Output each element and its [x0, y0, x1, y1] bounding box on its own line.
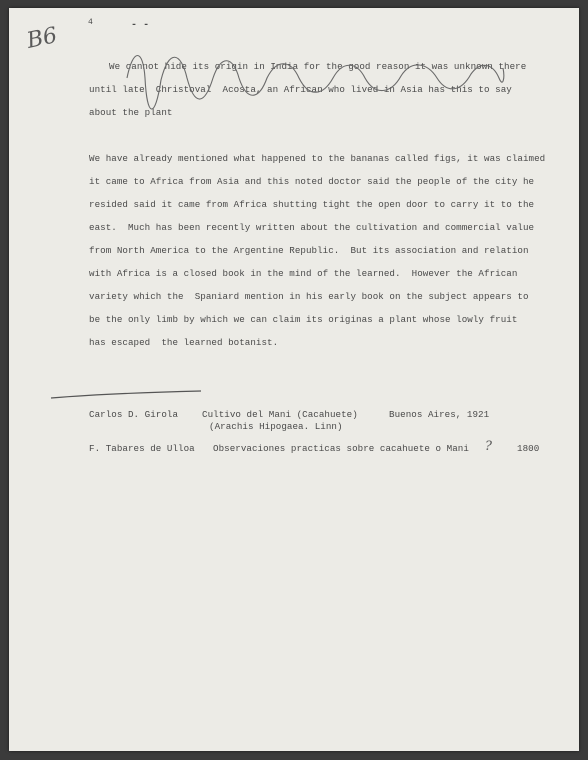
paragraph-line: until late Christoval Acosta, an African who lived in Asia has this to say [89, 84, 512, 95]
paragraph-line: with Africa is a closed book in the mind of the learned. However the African [89, 268, 518, 279]
paragraph-line: from North America to the Argentine Republic. But its association and relation [89, 245, 529, 256]
paragraph-line: resided said it came from Africa shutting tight the open door to carry it to the [89, 199, 535, 210]
header-dashes: - - [131, 20, 150, 31]
reference-year: 1800 [517, 443, 540, 454]
reference-title: Observaciones practicas sobre cacahuete o Mani [213, 443, 469, 454]
paragraph-line: We have already mentioned what happened to the bananas called figs, it was claimed [89, 153, 546, 164]
document-page [9, 8, 579, 751]
reference-title: Cultivo del Mani (Cacahuete) [202, 409, 358, 420]
reference-2 [89, 439, 540, 509]
paragraph-line: east. Much has been recently written about the cultivation and commercial value [89, 222, 535, 233]
paragraph-line: variety which the Spaniard mention in his early book on the subject appears to [89, 291, 529, 302]
paragraph-line: be the only limb by which we can claim its originas a plant whose lowly fruit [89, 314, 518, 325]
paragraph-line: about the plant [89, 107, 173, 118]
separator-line [9, 8, 579, 428]
paragraph-line: We cannot hide its origin in India for the good reason it was unknown there [109, 61, 527, 72]
reference-place-year: Buenos Aires, 1921 [389, 409, 490, 420]
paragraph-line: has escaped the learned botanist. [89, 337, 279, 348]
reference-subtitle: (Arachis Hipogaea. Linn) [209, 421, 343, 432]
handwritten-mark: B6 [24, 23, 60, 54]
reference-handwritten-mark: ? [485, 439, 493, 454]
reference-author: Carlos D. Girola [89, 409, 179, 420]
page-number: 4 [88, 18, 93, 27]
reference-author: F. Tabares de Ulloa [89, 443, 195, 454]
paragraph-line: it came to Africa from Asia and this noted doctor said the people of the city he [89, 176, 535, 187]
